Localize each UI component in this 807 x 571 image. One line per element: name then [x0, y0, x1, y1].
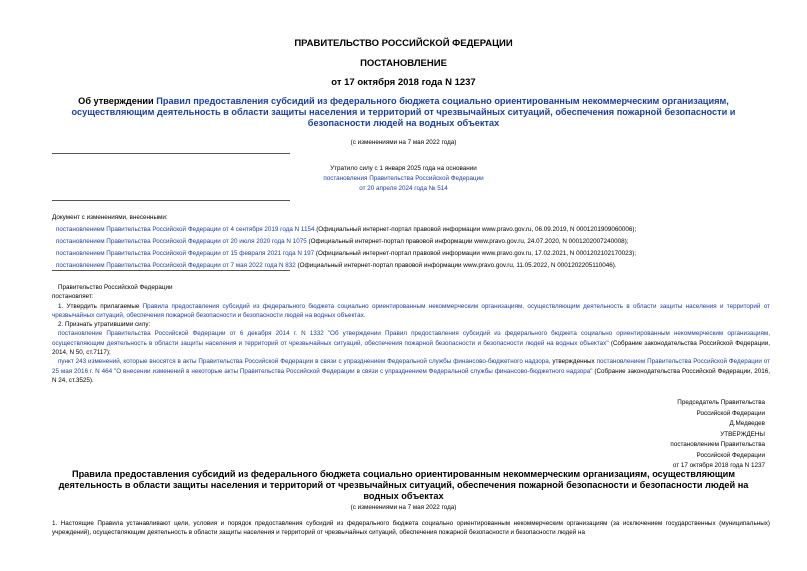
- lost-force-link[interactable]: от 20 апреля 2024 года № 514: [359, 185, 448, 192]
- rules-paragraph-1: 1. Настоящие Правила устанавливают цели, условия и порядок предоставления субсидий из федерального бюджета социально ориентированным некоммерческим организациям (за исключением государственных (муниципальных) учреждений), осуществляющим деятельность в области защиты населения и территорий от чрезвычайных ситуаций, обеспечения пожарной безопасности и безопасности людей на: [52, 520, 770, 537]
- divider: [52, 200, 290, 201]
- divider: [52, 153, 290, 154]
- doc-type-heading: ПОСТАНОВЛЕНИЕ: [360, 58, 447, 69]
- amendment-item: [52, 224, 772, 236]
- paragraph-2b: [52, 357, 770, 385]
- p2a-source: (Собрание законодательства Российской Федерации, 2014, N 50, ст.7117);: [52, 339, 770, 357]
- signature-block: [565, 398, 765, 472]
- amendment-item: [52, 248, 772, 260]
- lost-force-block: [0, 164, 807, 194]
- title-prefix: Об утверждении: [78, 96, 157, 106]
- p2b-link[interactable]: постановлением Правительства Российской Федерации от 25 мая 2016 г. N 464 "О внесении изменений в некоторые акты Правительства Российской Федерации в связи с упразднением Федеральной службы финансово-бюджетного надзора": [52, 358, 771, 375]
- p1-prefix: 1. Утвердить прилагаемые: [58, 302, 143, 310]
- document-title: [50, 96, 757, 129]
- changes-note: (с изменениями на 7 мая 2022 года): [350, 139, 457, 146]
- approved-line: постановлением Правительства: [670, 441, 765, 448]
- rules-changes-note: (с изменениями на 7 мая 2022 года): [350, 504, 457, 511]
- amendments-heading: Документ с изменениями, внесенными:: [52, 214, 168, 221]
- approved-label: УТВЕРЖДЕНЫ: [720, 430, 765, 438]
- p1-rules-link[interactable]: Правила предоставления субсидий из федерального бюджета социально ориентированным некоммерческим организациям, осуществляющим деятельность в области защиты населения и территорий от чрезвычайных ситуаций, обеспечения пожарной безопасности и безопасности людей на водных объектах.: [52, 302, 770, 319]
- amendment-link[interactable]: постановлением Правительства Российской Федерации от 4 сентября 2019 года N 1154: [56, 226, 315, 233]
- paragraph-2: 2. Признать утратившими силу:: [58, 321, 151, 329]
- body-decides: постановляет:: [52, 293, 94, 301]
- amendment-link[interactable]: постановлением Правительства Российской Федерации от 20 июля 2020 года N 1075: [56, 238, 307, 245]
- amendments-block: [52, 212, 772, 272]
- amendment-source: (Официальный интернет-портал правовой информации www.pravo.gov.ru, 06.09.2019, N 0001201909060006);: [314, 226, 637, 233]
- paragraph-2a: [52, 329, 770, 357]
- signature-name: Д.Медведев: [729, 420, 765, 427]
- doc-date-number: от 17 октября 2018 года N 1237: [331, 77, 476, 88]
- p2a-link[interactable]: постановление Правительства Российской Федерации от 6 декабря 2014 г. N 1332 "Об утверждении Правил предоставления субсидий из федерального бюджета социально ориентированным некоммерческим организациям, осуществляющим деятельность в области защиты населения и территорий от чрезвычайных ситуаций, обеспечения пожарной безопасности и безопасности людей на водных объектах": [52, 330, 770, 347]
- approved-date: от 17 октября 2018 года N 1237: [672, 462, 765, 469]
- signature-line: Председатель Правительства: [677, 399, 765, 406]
- divider: [52, 270, 290, 271]
- amendment-source: (Официальный интернет-портал правовой информации www.pravo.gov.ru, 11.05.2022, N 0001202205110046).: [295, 262, 617, 269]
- amendment-source: (Официальный интернет-портал правовой информации www.pravo.gov.ru, 24.07.2020, N 0001202007240008);: [306, 238, 629, 245]
- amendment-link[interactable]: постановлением Правительства Российской Федерации от 7 мая 2022 года N 832: [56, 262, 296, 269]
- government-heading: ПРАВИТЕЛЬСТВО РОССИЙСКОЙ ФЕДЕРАЦИИ: [294, 38, 513, 49]
- signature-line: Российской Федерации: [696, 409, 765, 417]
- title-link[interactable]: Правил предоставления субсидий из федерального бюджета социально ориентированным некоммерческим организациям, осуществляющим деятельность в области защиты населения и территорий от чрезвычайных ситуаций, обеспечения пожарной безопасности и безопасности людей на водных объектах: [71, 96, 736, 128]
- lost-force-line: Утратило силу с 1 января 2025 года на основании: [330, 165, 477, 172]
- decree-body: [52, 283, 770, 385]
- approved-line: Российской Федерации: [696, 451, 765, 459]
- p2b-link[interactable]: пункт 243 изменений, которые вносятся в акты Правительства Российской Федерации в связи с упразднением Федеральной службы финансово-бюджетного надзора,: [58, 358, 551, 366]
- amendment-link[interactable]: постановлением Правительства Российской Федерации от 15 февраля 2021 года N 197: [56, 250, 315, 257]
- body-gov: Правительство Российской Федерации: [58, 284, 173, 291]
- p2b-source: (Собрание законодательства Российской Федерации, 2016, N 24, ст.3525).: [52, 367, 770, 384]
- lost-force-link[interactable]: постановления Правительства Российской Федерации: [323, 175, 484, 182]
- amendment-item: [52, 236, 772, 248]
- rules-title: Правила предоставления субсидий из федерального бюджета социально ориентированным некоммерческим организациям, осуществляющим деятельность в области защиты населения и территорий от чрезвычайных ситуаций, обеспечения пожарной безопасности и безопасности людей на водных объектах: [58, 469, 749, 501]
- amendment-source: (Официальный интернет-портал правовой информации www.pravo.gov.ru, 17.02.2021, N 0001202102170023);: [314, 250, 636, 257]
- paragraph-1: [52, 302, 770, 321]
- p2b-text: утвержденных: [550, 358, 597, 366]
